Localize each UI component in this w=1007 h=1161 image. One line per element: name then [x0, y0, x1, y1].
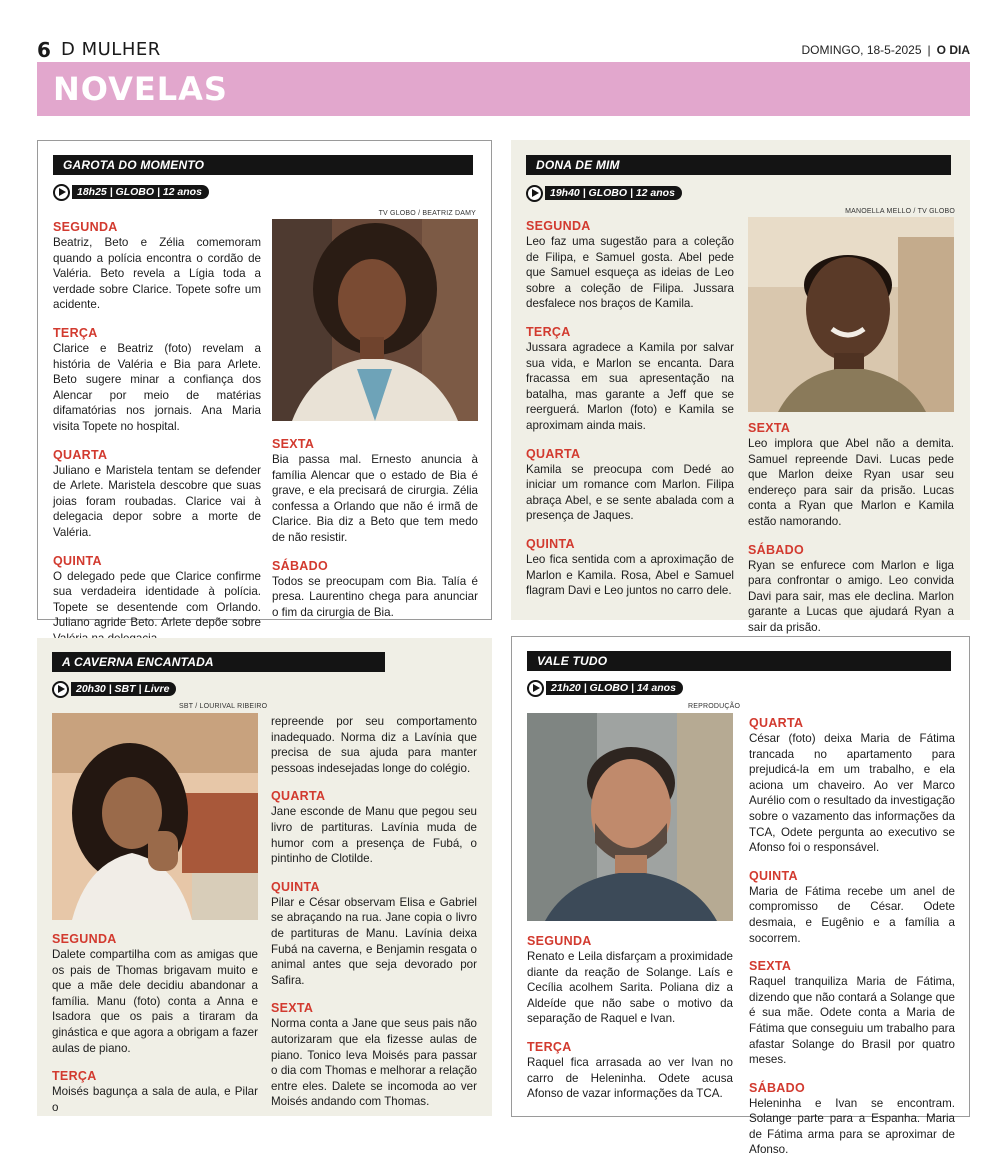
day-heading: SÁBADO [748, 542, 804, 557]
day-entry [272, 436, 478, 546]
day-heading: QUARTA [526, 446, 581, 461]
schedule-badge [527, 680, 683, 696]
photo-beatriz [272, 219, 478, 421]
day-heading: SEGUNDA [52, 932, 117, 946]
dateline [801, 43, 970, 57]
text-column-right [748, 420, 954, 648]
day-text: Bia passa mal. Ernesto anuncia à família Alencar que o estado de Bia é grave, e ela precisará de cirurgia. Zélia confessa a Orlando que não é irmã de Clarice. Bia diz a Beto que tem medo de não resistir. [272, 453, 478, 544]
day-heading: SEGUNDA [53, 220, 118, 234]
day-text: Dalete compartilha com as amigas que os pais de Thomas brigavam muito e que a mãe dele decidiu abandonar a família. Manu (foto) conta a Anna e Isadora que os pais a tiraram da ginástica e que agora a obrigam a fazer aulas de piano. [52, 948, 258, 1055]
day-entry-continued [271, 714, 477, 776]
day-heading: QUINTA [53, 553, 102, 568]
photo-cesar [527, 713, 733, 921]
section-name: D MULHER [61, 39, 161, 60]
photo-manu [52, 713, 258, 920]
day-heading: SEGUNDA [527, 934, 592, 948]
photo-credit: SBT / LOURIVAL RIBEIRO [179, 703, 268, 710]
day-text: Leo faz uma sugestão para a coleção de Filipa, e Samuel gosta. Abel pede que Samuel esqueça as ideias de Leo sobre a coleção de Filipa. Jussara desfalece nos braços de Kamila. [526, 235, 734, 311]
text-column-right [749, 715, 955, 1161]
day-heading: TERÇA [526, 324, 571, 339]
day-heading: SEXTA [272, 437, 315, 451]
day-heading: QUARTA [271, 789, 326, 804]
day-heading: TERÇA [527, 1039, 572, 1054]
page-header [37, 38, 970, 60]
schedule-badge [53, 184, 209, 200]
day-entry [52, 1068, 258, 1115]
day-text: Jussara agradece a Kamila por salvar sua vida, e Marlon se encanta. Dara fracassa em sua apresentação na batalha, mas garante a Jeff que se reerguerá. Marlon (foto) e Kamila se aproximam ainda mais. [526, 340, 734, 432]
day-text: Kamila se preocupa com Dedé ao iniciar um romance com Marlon. Filipa abraça Abel, e se sente abalada com a presença de Jaques. [526, 462, 734, 523]
day-text: Jane esconde de Manu que pegou seu livro de partituras. Lavínia muda de humor com a presença de Fubá, o pintinho de Clotilde. [271, 805, 477, 866]
play-icon [53, 184, 70, 201]
day-entry [749, 1080, 955, 1158]
day-entry [272, 558, 478, 621]
photo-credit: MANOELLA MELLO / TV GLOBO [845, 208, 955, 215]
day-entry [53, 219, 261, 313]
schedule-text: 19h40 | GLOBO | 12 anos [545, 186, 682, 200]
day-heading: SEGUNDA [526, 219, 591, 233]
date: DOMINGO, 18-5-2025 [801, 43, 922, 57]
day-entry [52, 931, 258, 1056]
day-text: César (foto) deixa Maria de Fátima trancada no apartamento para prejudicá-la em um trabalho, e ela aciona um chaveiro. Ao ver Marco Aurélio com o resultado da investigação sobre o vazamento das informações da TCA, Odete pergunta ao executivo se Afonso foi o responsável. [749, 732, 955, 855]
day-text: Renato e Leila disfarçam a proximidade diante da reação de Solange. Laís e Cecília acolhem Sarita. Poliana diz a Aldeíde que não sabe o motivo da separação de Raquel e Ivan. [527, 950, 733, 1026]
day-entry [271, 788, 477, 866]
day-heading: SEXTA [749, 959, 792, 974]
novela-box-a-caverna-encantada [37, 638, 492, 1116]
day-heading: SÁBADO [272, 558, 328, 573]
schedule-text: 18h25 | GLOBO | 12 anos [72, 185, 209, 199]
day-heading: SÁBADO [749, 1080, 805, 1095]
day-text: Pilar e César observam Elisa e Gabriel se abraçando na rua. Jane copia o livro de partituras de Manu. Lavínia deixa Fubá na caverna, e Benjamin resgata o animal antes que seja devorado por Safira. [271, 895, 477, 987]
day-heading: QUINTA [271, 879, 320, 894]
text-column-left [527, 933, 733, 1114]
day-entry [749, 958, 955, 1068]
day-heading: QUARTA [53, 447, 108, 462]
novela-title: DONA DE MIM [526, 155, 951, 175]
photo-credit: REPRODUÇÃO [688, 703, 741, 710]
day-heading: QUINTA [526, 536, 575, 551]
day-heading: SEXTA [271, 1001, 314, 1016]
day-text: Raquel tranquiliza Maria de Fátima, dizendo que não contará a Solange que é sua mãe. Odete conta a Maria de Fátima que conseguiu um trabalho para afastar Solange do Brasil por quatro meses. [749, 975, 955, 1067]
photo-marlon [748, 217, 954, 412]
section-banner [37, 62, 970, 116]
day-text: Leo implora que Abel não a demita. Samuel repreende Davi. Lucas pede que Marlon deixe Ryan usar seu endereço para sair da prisão. Lucas conta a Ryan que Marlon e Kamila estão namorando. [748, 437, 954, 528]
brand-name: O DIA [936, 43, 970, 57]
day-text: Maria de Fátima recebe um anel de compromisso de César. Odete desmaia, e Eugênio e a família a socorrem. [749, 884, 955, 945]
day-entry [749, 868, 955, 946]
day-entry [271, 879, 477, 989]
day-heading: TERÇA [52, 1069, 97, 1084]
day-entry [527, 1039, 733, 1102]
page-number: 6 [37, 38, 51, 62]
text-column-left [526, 218, 734, 611]
day-entry [526, 446, 734, 524]
day-text: Norma conta a Jane que seus pais não autorizaram que ela fizesse aulas de piano. Tonico leva Moisés para passar o dia com Thomas e melhorar a relação entre eles. Dalete se incomoda ao ver Moisés andando com Thomas. [271, 1017, 477, 1109]
day-text: Leo fica sentida com a aproximação de Marlon e Kamila. Rosa, Abel e Samuel flagram Davi e Leo juntos no carro dele. [526, 552, 734, 598]
day-entry [271, 1000, 477, 1110]
day-text: Raquel fica arrasada ao ver Ivan no carro de Heleninha. Odete acusa Afonso de vazar informações da TCA. [527, 1055, 733, 1101]
day-heading: QUARTA [749, 716, 804, 730]
novela-box-dona-de-mim [511, 140, 970, 634]
play-icon [527, 680, 544, 697]
play-icon [52, 681, 69, 698]
play-icon [526, 185, 543, 202]
schedule-badge [526, 185, 682, 201]
day-text: Juliano e Maristela tentam se defender de Arlete. Maristela descobre que suas joias foram roubadas. Clarice vai à delegacia depor sobre a morte de Valéria. [53, 463, 261, 539]
novela-box-vale-tudo [511, 636, 970, 1157]
photo-credit: TV GLOBO / BEATRIZ DAMY [378, 210, 476, 217]
day-heading: TERÇA [53, 325, 98, 340]
banner-title: NOVELAS [53, 70, 228, 108]
day-entry [749, 715, 955, 856]
day-text: Heleninha e Ivan se encontram. Solange parte para a Espanha. Maria de Fátima arma para se aproximar de Afonso. [749, 1096, 955, 1157]
day-entry [53, 553, 261, 647]
text-column-left [53, 219, 261, 658]
novela-title: VALE TUDO [527, 651, 951, 671]
day-heading: SEXTA [748, 421, 791, 435]
dateline-separator: | [927, 43, 931, 57]
schedule-text: 20h30 | SBT | Livre [71, 682, 176, 696]
day-entry [53, 447, 261, 541]
day-entry [526, 536, 734, 599]
day-entry [748, 420, 954, 530]
text-column-right [272, 436, 478, 632]
novela-title: A CAVERNA ENCANTADA [52, 652, 385, 672]
day-text: Ryan se enfurece com Marlon e liga para confrontar o amigo. Leo convida Davi para sair, mas ele declina. Marlon garante a Lucas que ajudará Ryan a sair da prisão. [748, 558, 954, 634]
day-text: O delegado pede que Clarice confirme sua verdadeira identidade à polícia. Topete se desentende com Orlando. Juliano agride Beto. Arlete depõe sobre [53, 569, 261, 630]
day-entry [53, 325, 261, 435]
schedule-badge [52, 681, 176, 697]
day-entry [526, 218, 734, 312]
day-text: Clarice e Beatriz (foto) revelam a história de Valéria e Bia para Arlete. Beto sugere minar a confiança dos Alencar por meio de matérias difamatórias nos jornais. Ana Maria visita Topete no hospital. [53, 341, 261, 433]
day-entry [526, 324, 734, 434]
day-text: Moisés bagunça a sala de aula, e Pilar o [52, 1085, 258, 1114]
novela-box-garota-do-momento [37, 140, 492, 630]
day-text: Todos se preocupam com Bia. Talía é presa. Laurentino chega para anunciar o fim da cirurgia de Bia. [272, 574, 478, 619]
day-text: repreende por seu comportamento inadequado. Norma diz a Lavínia que precisa de sua ajuda para manter pessoas indesejadas longe do colégio. [271, 715, 477, 775]
novela-title: GAROTA DO MOMENTO [53, 155, 473, 175]
day-text: Beatriz, Beto e Zélia comemoram quando a polícia encontra o cordão de Valéria. Beto revela a Lígia toda a verdade sobre Clarice. Topete sofre um acidente. [53, 236, 261, 312]
day-entry [748, 542, 954, 636]
day-heading: QUINTA [749, 868, 798, 883]
text-column-right [271, 714, 477, 1122]
day-entry [527, 933, 733, 1027]
text-column-left [52, 931, 258, 1127]
schedule-text: 21h20 | GLOBO | 14 anos [546, 681, 683, 695]
